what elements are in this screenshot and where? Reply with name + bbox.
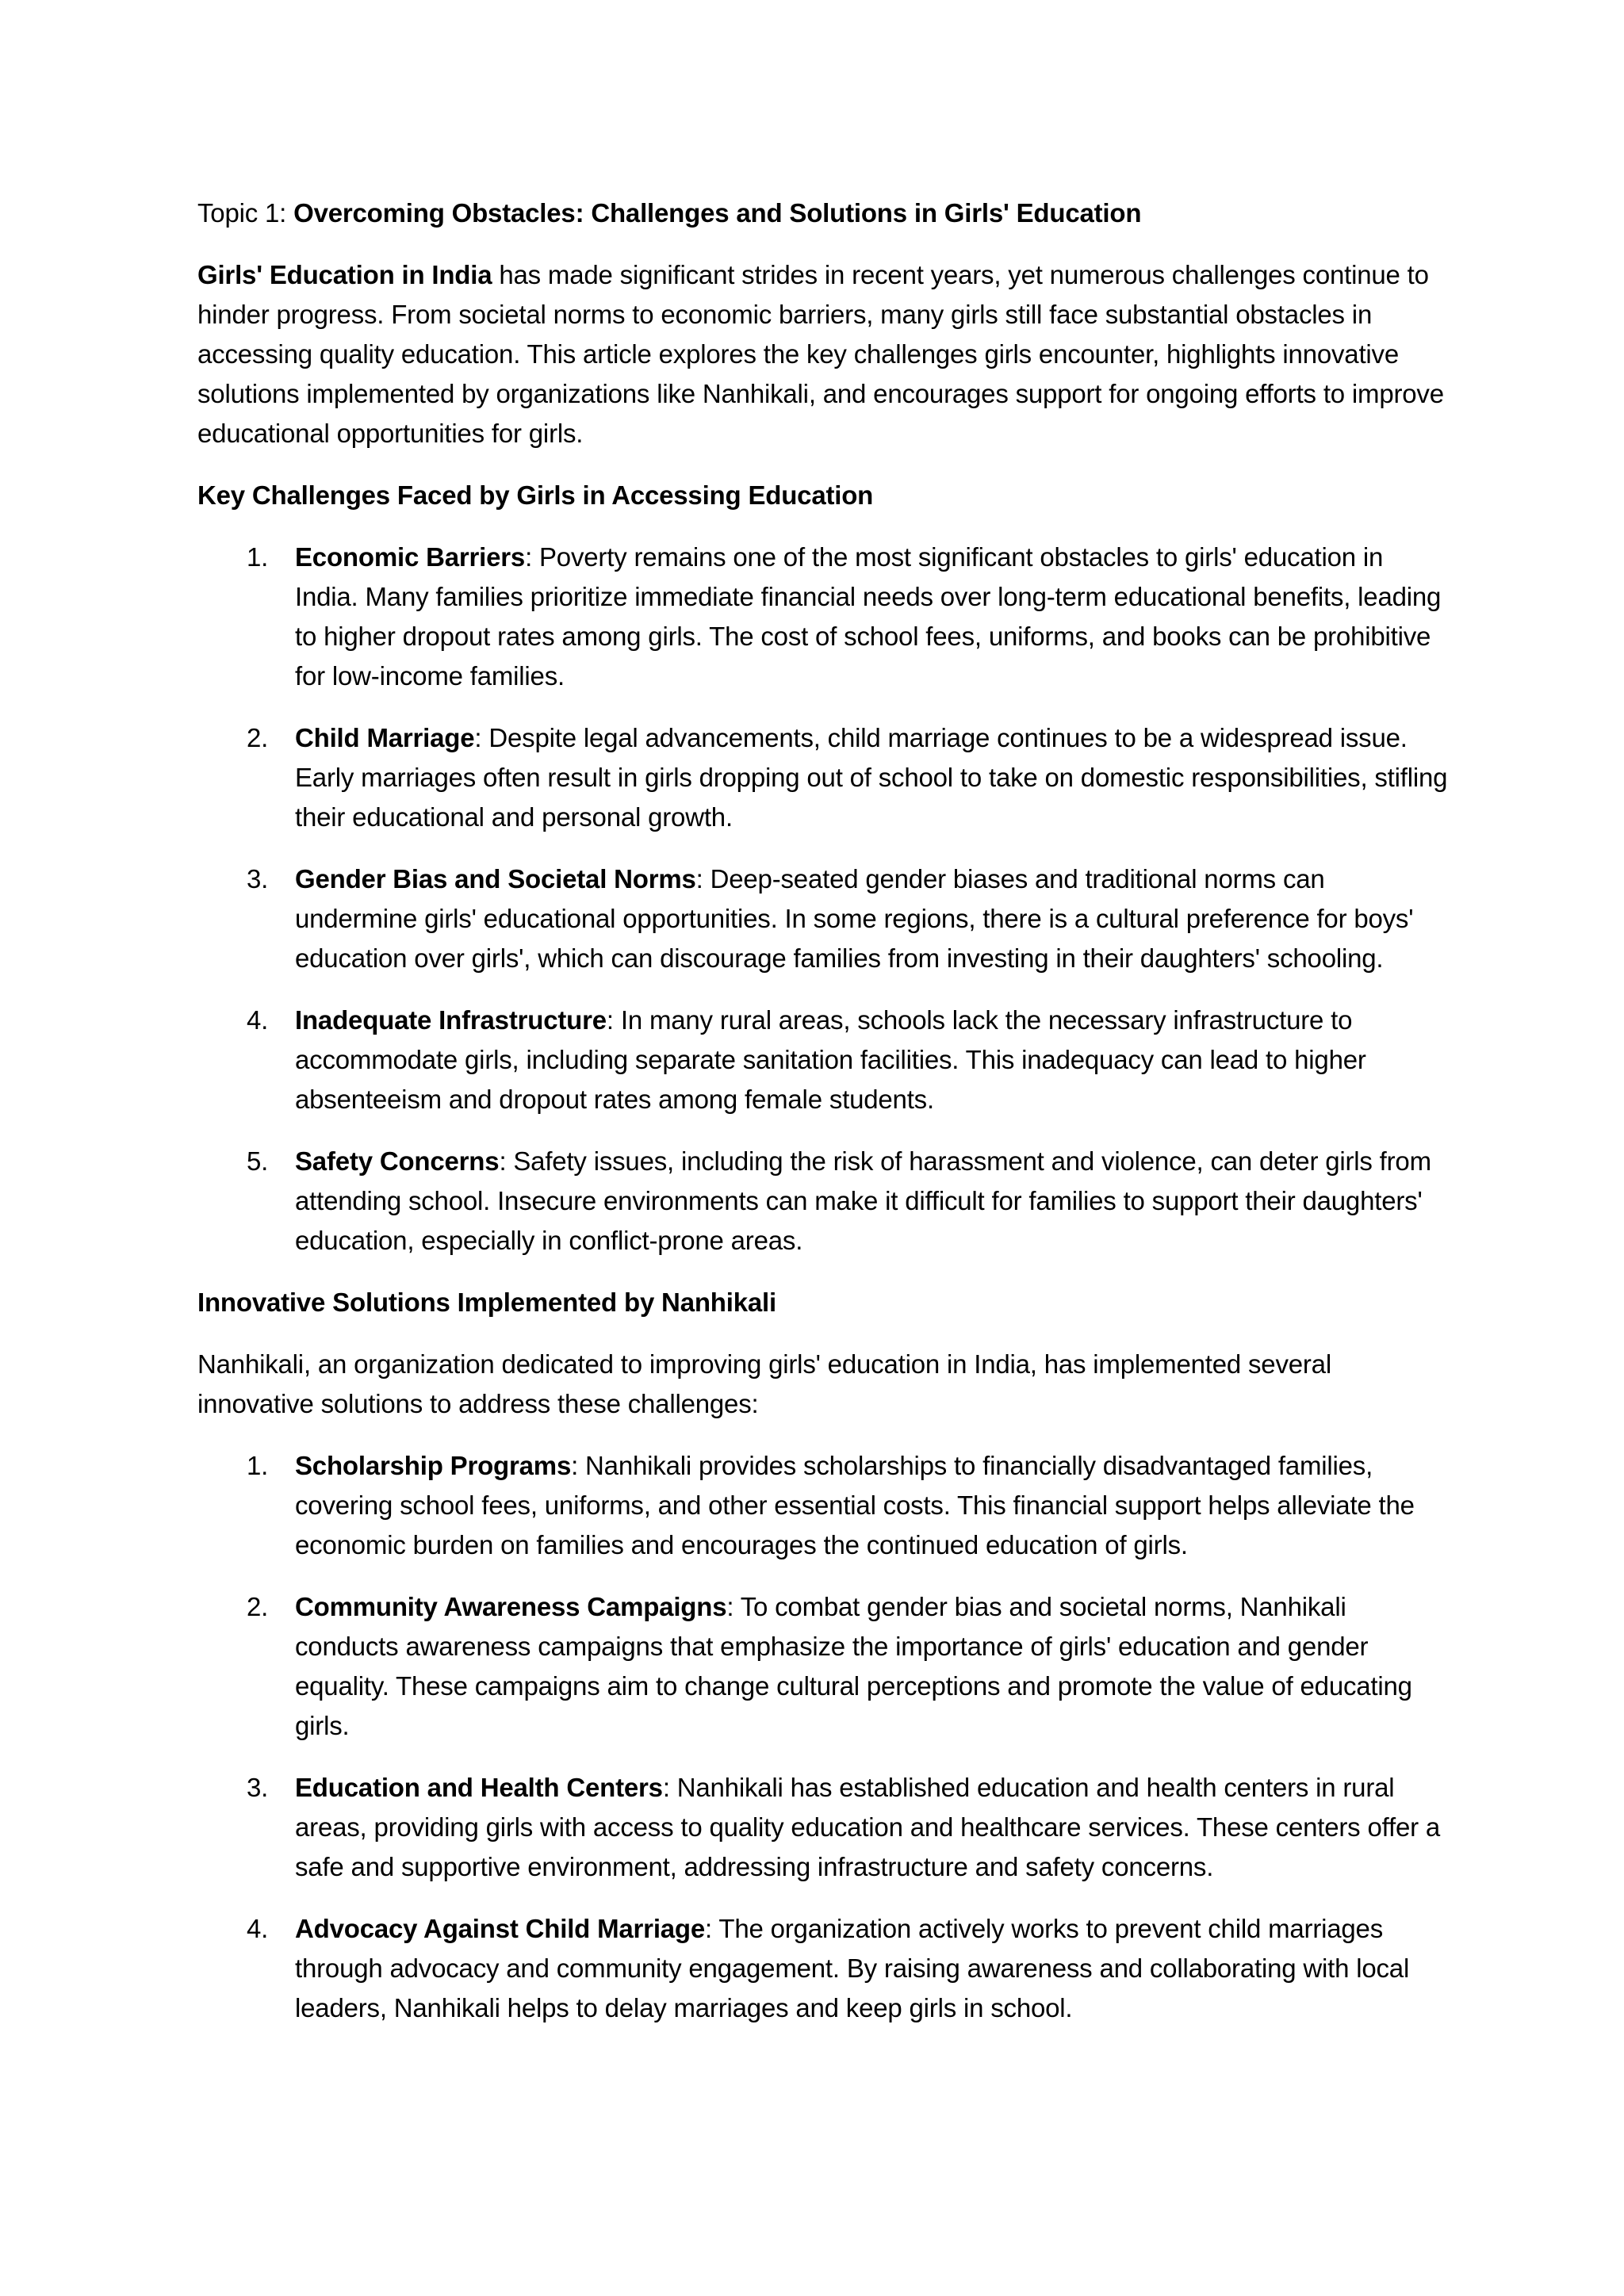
document-page	[197, 193, 1450, 2050]
list-item-number: 1.	[247, 1451, 269, 1480]
list-item	[197, 538, 1450, 696]
list-item-text: : Despite legal advancements, child marriage continues to be a widespread issue. Early marriages often result in girls dropping out of school to take on domestic responsibilities, stifling their educational and personal growth.	[295, 723, 1448, 832]
challenges-list	[197, 538, 1450, 1261]
list-item-title: Safety Concerns	[295, 1146, 500, 1176]
solutions-intro: Nanhikali, an organization dedicated to improving girls' education in India, has implemented several innovative solutions to address these challenges:	[197, 1349, 1331, 1418]
list-item-title: Advocacy Against Child Marriage	[295, 1914, 706, 1943]
list-item	[197, 718, 1450, 837]
solutions-heading: Innovative Solutions Implemented by Nanhikali	[197, 1288, 776, 1317]
list-item-title: Education and Health Centers	[295, 1773, 663, 1802]
list-item-text: : Safety issues, including the risk of harassment and violence, can deter girls from attending school. Insecure environments can make it difficult for families to support their daughters' education, especially in conflict-prone areas.	[295, 1146, 1431, 1255]
list-item	[197, 1909, 1450, 2028]
list-item-title: Economic Barriers	[295, 542, 526, 572]
list-item-text: : In many rural areas, schools lack the necessary infrastructure to accommodate girls, including separate sanitation facilities. This inadequacy can lead to higher absenteeism and dropout rates among female students.	[295, 1005, 1366, 1114]
list-item	[197, 859, 1450, 978]
list-item-text: : Poverty remains one of the most significant obstacles to girls' education in India. Many families prioritize immediate financial needs over long-term educational benefits, leading to higher dropout rates among girls. The cost of school fees, uniforms, and books can be prohibitive for low-income families.	[295, 542, 1442, 691]
list-item-title: Scholarship Programs	[295, 1451, 572, 1480]
list-item-number: 5.	[247, 1146, 269, 1176]
list-item-title: Community Awareness Campaigns	[295, 1592, 727, 1621]
list-item-number: 3.	[247, 864, 269, 894]
intro-paragraph	[197, 255, 1450, 453]
list-item-number: 4.	[247, 1914, 269, 1943]
list-item-text: : Deep-seated gender biases and traditional norms can undermine girls' educational opportunities. In some regions, there is a cultural preference for boys' education over girls', which can discourage families from investing in their daughters' schooling.	[295, 864, 1414, 973]
list-item-number: 1.	[247, 542, 269, 572]
list-item-number: 2.	[247, 1592, 269, 1621]
list-item	[197, 1587, 1450, 1746]
list-item-text: : To combat gender bias and societal norms, Nanhikali conducts awareness campaigns that emphasize the importance of girls' education and gender equality. These campaigns aim to change cultural perceptions and promote the value of educating girls.	[295, 1592, 1412, 1740]
list-item-text: : The organization actively works to prevent child marriages through advocacy and community engagement. By raising awareness and collaborating with local leaders, Nanhikali helps to delay marriages and keep girls in school.	[295, 1914, 1410, 2022]
list-item-number: 3.	[247, 1773, 269, 1802]
solutions-list	[197, 1446, 1450, 2028]
list-item	[197, 1768, 1450, 1887]
challenges-heading: Key Challenges Faced by Girls in Accessing Education	[197, 480, 874, 510]
list-item-number: 4.	[247, 1005, 269, 1035]
list-item-text: : Nanhikali provides scholarships to financially disadvantaged families, covering school fees, uniforms, and other essential costs. This financial support helps alleviate the economic burden on families and encourages the continued education of girls.	[295, 1451, 1415, 1559]
list-item-title: Gender Bias and Societal Norms	[295, 864, 696, 894]
list-item-title: Child Marriage	[295, 723, 475, 752]
list-item	[197, 1446, 1450, 1565]
list-item	[197, 1142, 1450, 1261]
list-item-text: : Nanhikali has established education and health centers in rural areas, providing girls with access to quality education and healthcare services. These centers offer a safe and supportive environment, addressing infrastructure and safety concerns.	[295, 1773, 1441, 1881]
list-item	[197, 1001, 1450, 1119]
list-item-title: Inadequate Infrastructure	[295, 1005, 607, 1035]
intro-lead: Girls' Education in India	[197, 260, 492, 289]
topic-title: Overcoming Obstacles: Challenges and Solutions in Girls' Education	[293, 198, 1142, 228]
topic-heading	[197, 193, 1450, 233]
intro-text: has made significant strides in recent years, yet numerous challenges continue to hinder progress. From societal norms to economic barriers, many girls still face substantial obstacles in accessing quality education. This article explores the key challenges girls encounter, highlights innovative solutions implemented by organizations like Nanhikali, and encourages support for ongoing efforts to improve educational opportunities for girls.	[197, 260, 1444, 448]
list-item-number: 2.	[247, 723, 269, 752]
topic-prefix: Topic 1:	[197, 198, 294, 228]
